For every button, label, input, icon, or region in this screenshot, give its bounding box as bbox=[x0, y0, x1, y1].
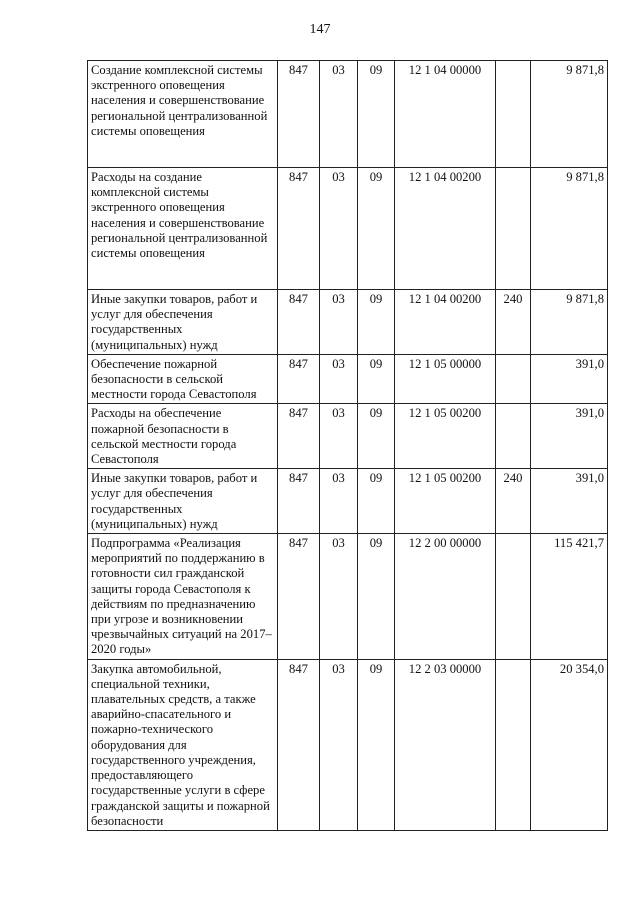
table-row bbox=[88, 659, 608, 830]
target-article-code: 12 1 04 00200 bbox=[395, 168, 496, 290]
amount: 9 871,8 bbox=[531, 61, 608, 168]
table-row bbox=[88, 290, 608, 355]
ministry-code: 847 bbox=[278, 354, 320, 404]
subsection-code: 09 bbox=[358, 61, 395, 168]
section-code: 03 bbox=[320, 404, 358, 469]
expense-type-code: 240 bbox=[496, 469, 531, 534]
table-row bbox=[88, 168, 608, 290]
section-code: 03 bbox=[320, 659, 358, 830]
section-code: 03 bbox=[320, 534, 358, 660]
section-code: 03 bbox=[320, 61, 358, 168]
target-article-code: 12 2 03 00000 bbox=[395, 659, 496, 830]
ministry-code: 847 bbox=[278, 168, 320, 290]
table-row bbox=[88, 61, 608, 168]
subsection-code: 09 bbox=[358, 469, 395, 534]
amount: 391,0 bbox=[531, 404, 608, 469]
expense-type-code bbox=[496, 659, 531, 830]
budget-table bbox=[87, 60, 608, 831]
section-code: 03 bbox=[320, 354, 358, 404]
row-name: Расходы на создание комплексной системы экстренного оповещения населения и совершенствование региональной централизованной системы оповещения bbox=[88, 168, 278, 290]
target-article-code: 12 2 00 00000 bbox=[395, 534, 496, 660]
table-row bbox=[88, 469, 608, 534]
row-name: Закупка автомобильной, специальной техники, плавательных средств, а также аварийно-спасательного и пожарно-технического оборудования для государственного учреждения, предоставляющего государственные услуги в сфере гражданской защиты и пожарной безопасности bbox=[88, 659, 278, 830]
section-code: 03 bbox=[320, 290, 358, 355]
subsection-code: 09 bbox=[358, 168, 395, 290]
subsection-code: 09 bbox=[358, 534, 395, 660]
ministry-code: 847 bbox=[278, 659, 320, 830]
ministry-code: 847 bbox=[278, 469, 320, 534]
expense-type-code bbox=[496, 168, 531, 290]
expense-type-code bbox=[496, 404, 531, 469]
target-article-code: 12 1 05 00200 bbox=[395, 404, 496, 469]
ministry-code: 847 bbox=[278, 404, 320, 469]
target-article-code: 12 1 05 00000 bbox=[395, 354, 496, 404]
subsection-code: 09 bbox=[358, 290, 395, 355]
amount: 115 421,7 bbox=[531, 534, 608, 660]
amount: 391,0 bbox=[531, 469, 608, 534]
page-number: 147 bbox=[309, 22, 331, 37]
amount: 9 871,8 bbox=[531, 290, 608, 355]
table-row bbox=[88, 534, 608, 660]
ministry-code: 847 bbox=[278, 534, 320, 660]
target-article-code: 12 1 05 00200 bbox=[395, 469, 496, 534]
table-row bbox=[88, 354, 608, 404]
subsection-code: 09 bbox=[358, 354, 395, 404]
section-code: 03 bbox=[320, 469, 358, 534]
subsection-code: 09 bbox=[358, 659, 395, 830]
row-name: Иные закупки товаров, работ и услуг для обеспечения государственных (муниципальных) нужд bbox=[88, 290, 278, 355]
expense-type-code: 240 bbox=[496, 290, 531, 355]
amount: 20 354,0 bbox=[531, 659, 608, 830]
section-code: 03 bbox=[320, 168, 358, 290]
row-name: Расходы на обеспечение пожарной безопасности в сельской местности города Севастополя bbox=[88, 404, 278, 469]
row-name: Подпрограмма «Реализация мероприятий по поддержанию в готовности сил гражданской защиты города Севастополя к действиям по предназначению при угрозе и возникновении чрезвычайных ситуаций на 2017–2020 годы» bbox=[88, 534, 278, 660]
row-name: Иные закупки товаров, работ и услуг для обеспечения государственных (муниципальных) нужд bbox=[88, 469, 278, 534]
row-name: Обеспечение пожарной безопасности в сельской местности города Севастополя bbox=[88, 354, 278, 404]
amount: 9 871,8 bbox=[531, 168, 608, 290]
row-name: Создание комплексной системы экстренного оповещения населения и совершенствование региональной централизованной системы оповещения bbox=[88, 61, 278, 168]
target-article-code: 12 1 04 00000 bbox=[395, 61, 496, 168]
expense-type-code bbox=[496, 534, 531, 660]
ministry-code: 847 bbox=[278, 61, 320, 168]
ministry-code: 847 bbox=[278, 290, 320, 355]
target-article-code: 12 1 04 00200 bbox=[395, 290, 496, 355]
table-row bbox=[88, 404, 608, 469]
amount: 391,0 bbox=[531, 354, 608, 404]
subsection-code: 09 bbox=[358, 404, 395, 469]
expense-type-code bbox=[496, 61, 531, 168]
expense-type-code bbox=[496, 354, 531, 404]
